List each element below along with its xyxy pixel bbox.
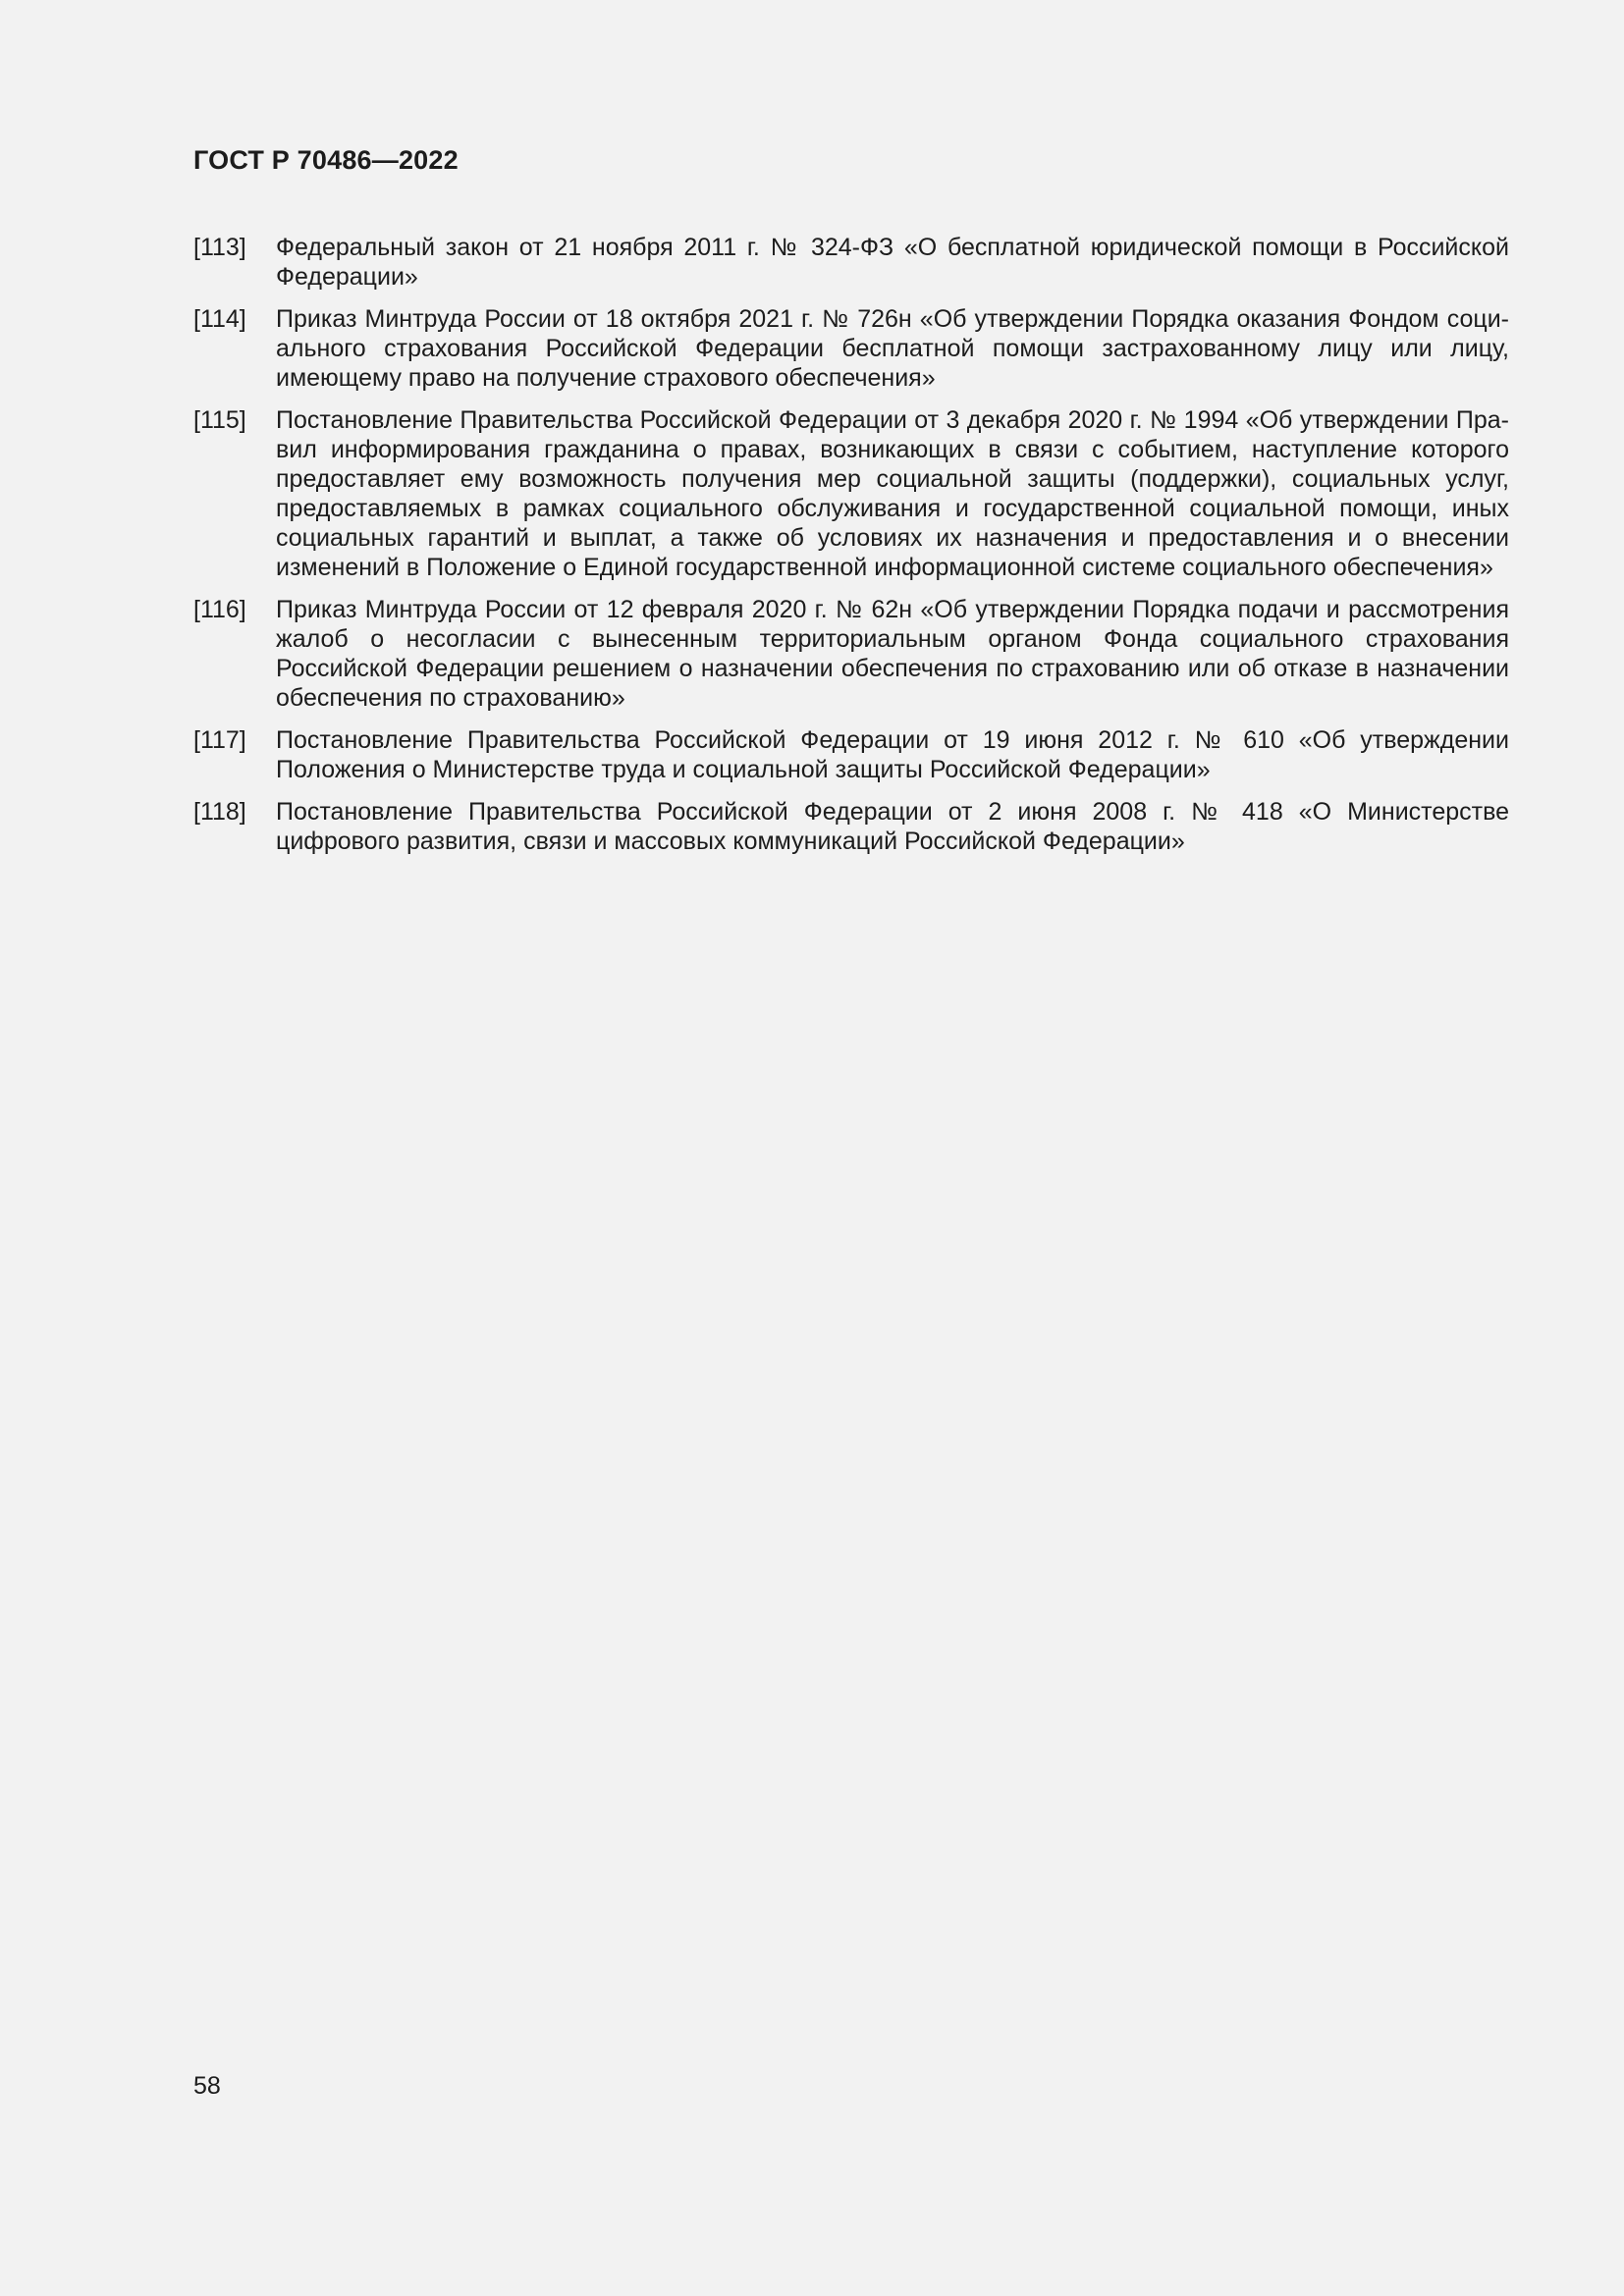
reference-item (193, 405, 1509, 582)
reference-text: Приказ Минтруда России от 12 февраля 2020 г. № 62н «Об утверждении Порядка подачи и рассмотрения жалоб о несогласии с вынесенным территориальным органом Фонда социального страхования Российской Федерации решением о назначении обеспечения по страхованию или об отказе в назначении обеспечения по страхованию» (276, 596, 1509, 712)
page-number: 58 (193, 2072, 221, 2100)
reference-item (193, 233, 1509, 292)
bibliography-list (193, 233, 1509, 869)
reference-number: [118] (193, 798, 246, 826)
reference-number: [113] (193, 234, 246, 261)
reference-item (193, 797, 1509, 856)
reference-number: [116] (193, 596, 246, 623)
reference-item (193, 725, 1509, 784)
reference-text: Постановление Правительства Российской Федерации от 19 июня 2012 г. № 610 «Об утверждении Положения о Министерстве труда и социальной защиты Российской Федерации» (276, 726, 1509, 783)
reference-text: Приказ Минтруда России от 18 октября 2021 г. № 726н «Об утверждении Порядка оказания Фондом социального страхования Российской Федерации бесплатной помощи застрахованному лицу или лицу, имеющему право на получение страхового обеспечения» (276, 305, 1509, 392)
reference-text: Постановление Правительства Российской Федерации от 2 июня 2008 г. № 418 «О Министерстве цифрового развития, связи и массовых коммуникаций Российской Федерации» (276, 798, 1509, 855)
reference-number: [115] (193, 406, 246, 434)
reference-number: [114] (193, 305, 246, 333)
reference-text: Постановление Правительства Российской Федерации от 3 декабря 2020 г. № 1994 «Об утверждении Правил информирования гражданина о правах, возникающих в связи с событием, наступление которого предоставляет ему возможность получения мер социальной защиты (поддержки), социальных услуг, предоставляемых в рамках социального обслуживания и государственной социальной помощи, иных социальных гарантий и выплат, а также об условиях их назначения и предоставления и о внесении изменений в Положение о Единой государственной информационной системе социального обеспечения» (276, 406, 1509, 581)
reference-number: [117] (193, 726, 246, 754)
reference-item (193, 595, 1509, 713)
reference-text: Федеральный закон от 21 ноября 2011 г. № 324-ФЗ «О бесплатной юридической помощи в Российской Федерации» (276, 234, 1509, 291)
reference-item (193, 304, 1509, 393)
document-header: ГОСТ Р 70486—2022 (193, 145, 459, 175)
